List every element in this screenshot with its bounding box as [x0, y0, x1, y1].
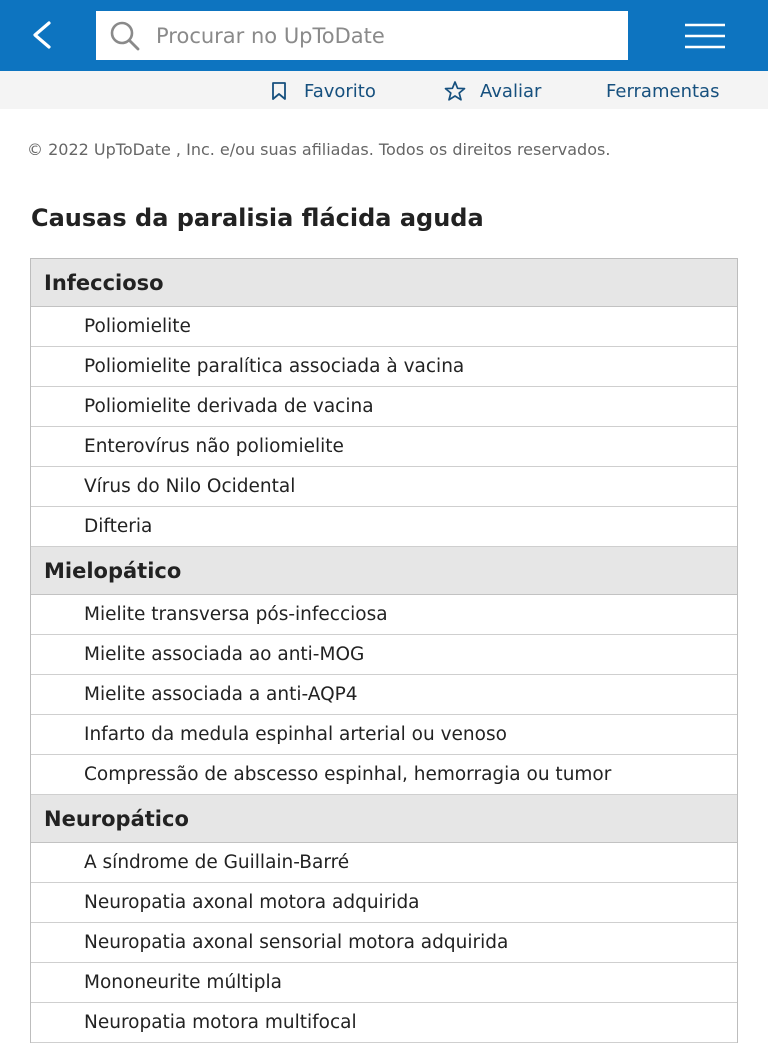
star-icon	[444, 80, 466, 102]
rate-button[interactable]	[444, 77, 541, 105]
chevron-left-icon	[29, 20, 55, 50]
menu-button[interactable]	[676, 14, 734, 58]
tools-button[interactable]	[606, 77, 719, 105]
section-heading: Infeccioso	[31, 259, 737, 307]
table-row: Poliomielite	[31, 307, 737, 347]
section-heading: Mielopático	[31, 547, 737, 595]
favorite-label: Favorito	[304, 80, 376, 102]
section-heading: Neuropático	[31, 795, 737, 843]
table-row: Mielite associada a anti-AQP4	[31, 675, 737, 715]
bookmark-icon	[268, 80, 290, 102]
causes-table	[30, 258, 738, 1043]
table-row: Neuropatia axonal motora adquirida	[31, 883, 737, 923]
table-row: Compressão de abscesso espinhal, hemorragia ou tumor	[31, 755, 737, 795]
favorite-button[interactable]	[268, 77, 376, 105]
copyright-notice: © 2022 UpToDate , Inc. e/ou suas afiliadas. Todos os direitos reservados.	[27, 140, 611, 159]
table-row: Mielite transversa pós-infecciosa	[31, 595, 737, 635]
table-row: Vírus do Nilo Ocidental	[31, 467, 737, 507]
table-row: Mielite associada ao anti-MOG	[31, 635, 737, 675]
search-icon	[108, 19, 142, 53]
table-row: Neuropatia motora multifocal	[31, 1003, 737, 1043]
search-input[interactable]	[156, 24, 596, 48]
table-row: Mononeurite múltipla	[31, 963, 737, 1003]
search-box[interactable]	[96, 11, 628, 60]
table-row: Difteria	[31, 507, 737, 547]
table-row: A síndrome de Guillain-Barré	[31, 843, 737, 883]
tools-label: Ferramentas	[606, 80, 720, 102]
top-app-bar	[0, 0, 768, 71]
table-row: Poliomielite derivada de vacina	[31, 387, 737, 427]
rate-label: Avaliar	[480, 80, 542, 102]
back-button[interactable]	[14, 12, 70, 58]
table-row: Infarto da medula espinhal arterial ou venoso	[31, 715, 737, 755]
table-row: Poliomielite paralítica associada à vacina	[31, 347, 737, 387]
table-row: Enterovírus não poliomielite	[31, 427, 737, 467]
page-title: Causas da paralisia flácida aguda	[31, 204, 484, 232]
table-row: Neuropatia axonal sensorial motora adquirida	[31, 923, 737, 963]
topic-toolbar	[0, 71, 768, 109]
hamburger-menu-icon	[684, 23, 726, 49]
